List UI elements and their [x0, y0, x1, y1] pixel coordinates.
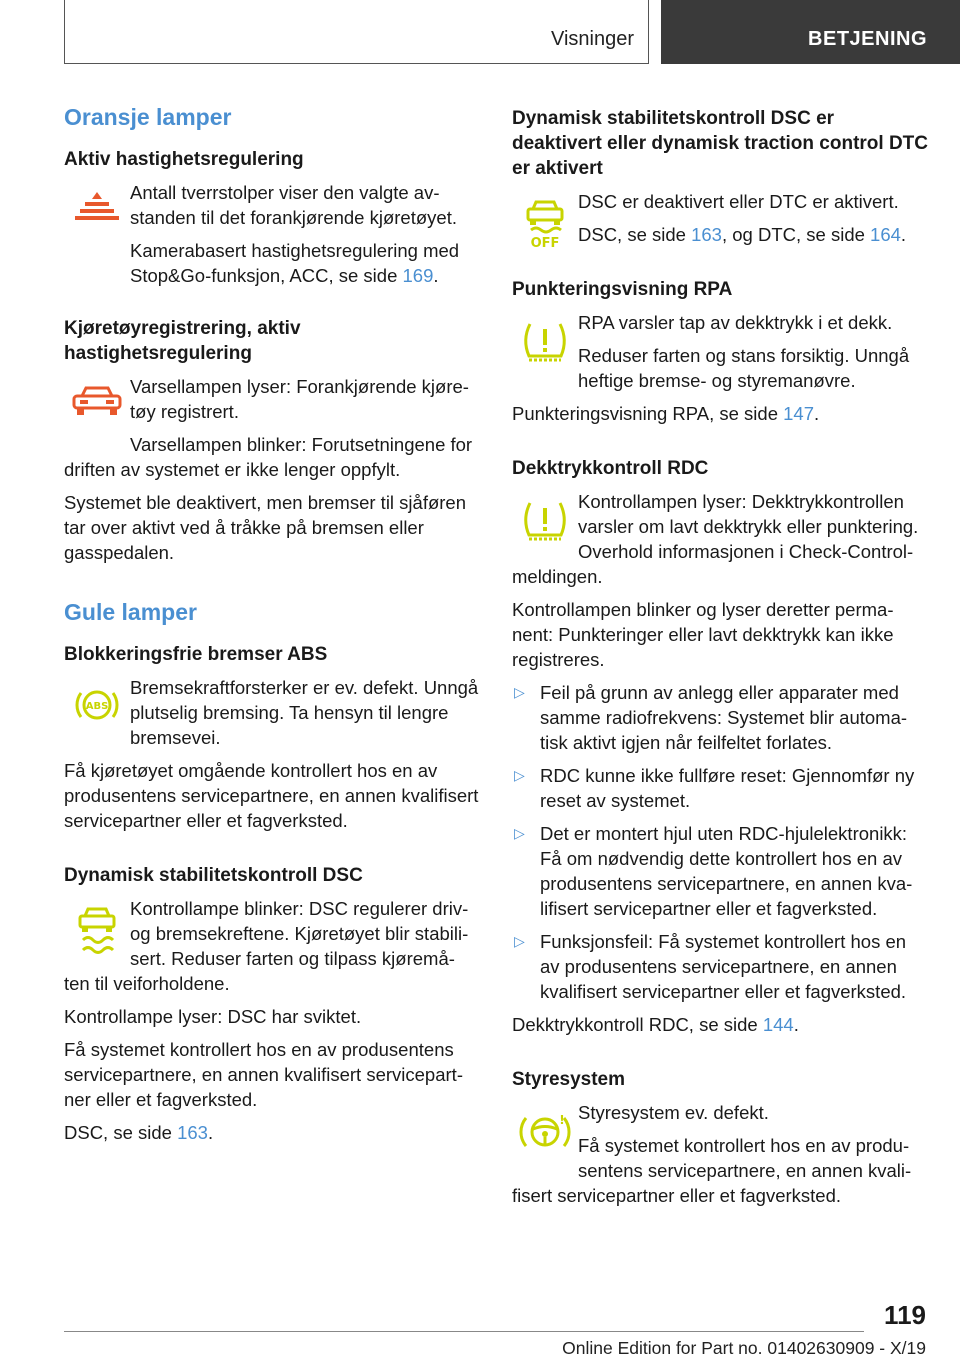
rdc-text-3: Dekktrykkontroll RDC, se side 144.: [512, 1014, 799, 1035]
heading-dsc: Dynamisk stabilitetskontroll DSC: [64, 865, 363, 886]
footer-edition: Online Edition for Part no. 01402630909 - X/19: [562, 1338, 926, 1358]
vehicle-detected-icon: [70, 384, 124, 418]
steer-text-1: Styresystem ev. defekt.: [578, 1102, 769, 1123]
rdc-text-1-part: Kontrollampen lyser: Dekktrykkontrollen varsler om lavt dekktrykk eller punktering. Overhold informasjonen i Check-Control-: [578, 491, 919, 562]
triangle-bullet-icon: ▷: [514, 684, 525, 700]
acc-distance-icon: [71, 190, 123, 222]
rpa-text-2: Reduser farten og stans forsiktig. Unngå heftige bremse- og styremanøvre.: [578, 345, 910, 391]
acc-text-1: Antall tverrstolper viser den valgte avstanden til det forankjørende kjøretøyet.: [130, 182, 457, 228]
rpa-text-3: Punkteringsvisning RPA, se side 147.: [512, 403, 820, 424]
svg-text:OFF: OFF: [530, 236, 560, 249]
rpa-page-link[interactable]: 147: [783, 403, 814, 424]
triangle-bullet-icon: ▷: [514, 933, 525, 949]
footer-divider: [64, 1331, 864, 1332]
acc-text-2a: Kamerabasert hastighetsregulering med Stop&Go-funksjon, ACC, se side 169.: [130, 240, 460, 286]
tire-pressure-icon: [520, 320, 570, 364]
steer-figure: [512, 1100, 928, 1183]
header-chapter-tab: [661, 0, 960, 64]
list-item: ▷ RDC kunne ikke fullføre reset: Gjennomfør ny reset av systemet.: [514, 765, 915, 811]
dsc-page-link[interactable]: 163: [177, 1122, 208, 1143]
header-chapter-title: BETJENING: [808, 28, 927, 50]
dscoff-text-2: DSC, se side 163, og DTC, se side 164.: [578, 224, 907, 245]
dsc-text-4: DSC, se side 163.: [64, 1122, 214, 1143]
abs-text-1: Bremsekraftforsterker er ev. defekt. Unngå plutselig bremsing. Ta hensyn til lengre bremsevei.: [130, 677, 479, 748]
dsc-icon: [75, 906, 119, 956]
dsc-text-1-rest: ten til veiforholdene.: [64, 973, 230, 994]
dsc-text-1-part: Kontrollampe blinker: DSC regulerer driv- og bremsekreftene. Kjøretøyet blir stabilisert. Reduser farten og tilpass kjøremå-: [130, 898, 469, 969]
heading-dsc-off: Dynamisk stabilitetskontroll DSC er deaktivert eller dynamisk traction control DTC er aktivert: [512, 108, 929, 179]
svg-text:!: !: [559, 1113, 565, 1127]
heading-steering: Styresystem: [512, 1069, 626, 1090]
acc-figure: [64, 180, 480, 238]
dsc-off-icon: [523, 199, 567, 249]
svg-text:ABS: ABS: [85, 701, 109, 712]
rdc-bullet-list: [512, 680, 928, 1004]
abs-figure: [64, 675, 480, 758]
dsc-page-link-2[interactable]: 163: [691, 224, 722, 245]
abs-text-2: Få kjøretøyet omgående kontrollert hos en av produsentens servicepartnere, en annen kvalifisert servicepartner eller et fagverksted.: [64, 760, 479, 831]
heading-rdc: Dekktrykkontroll RDC: [512, 458, 709, 479]
header-section-box: [64, 0, 649, 64]
dscoff-text-1: DSC er deaktivert eller DTC er aktivert.: [578, 191, 899, 212]
page-number: 119: [884, 1300, 926, 1330]
rdc-page-link[interactable]: 144: [762, 1014, 794, 1035]
heading-orange-lamps: Oransje lamper: [64, 104, 232, 130]
steer-text-2-rest: fisert servicepartner eller et fagverksted.: [512, 1185, 842, 1206]
left-column: [64, 100, 480, 1153]
dsc-text-2: Kontrollampe lyser: DSC har sviktet.: [64, 1006, 362, 1027]
steering-icon: [519, 1110, 571, 1154]
list-item: ▷ Det er montert hjul uten RDC-hjulelektronikk: Få om nødvendig dette kontrollert hos en av produsentens servicepartnere, en annen kvalifisert servicepartner eller et fagverksted.: [514, 823, 913, 919]
rdc-figure: [512, 489, 928, 564]
dtc-page-link[interactable]: 164: [870, 224, 901, 245]
heading-rpa: Punkteringsvisning RPA: [512, 279, 733, 300]
veh-text-1: Varsellampen lyser: Forankjørende kjøretøy registrert.: [130, 376, 469, 422]
heading-yellow-lamps: Gule lamper: [64, 599, 197, 625]
rpa-text-1: RPA varsler tap av dekktrykk i et dekk.: [578, 312, 893, 333]
dsc-text-3: Få systemet kontrollert hos en av produsentens servicepartnere, en annen kvalifisert servicepartner eller et fagverksted.: [64, 1039, 463, 1110]
triangle-bullet-icon: ▷: [514, 825, 525, 841]
header-section-title: Visninger: [550, 28, 634, 50]
veh-figure: [64, 374, 480, 432]
rdc-text-1-rest: meldingen.: [512, 566, 603, 587]
tire-pressure-icon: [520, 499, 570, 543]
dscoff-figure: [512, 189, 928, 255]
dsc-figure: [64, 896, 480, 971]
list-item: ▷ Feil på grunn av anlegg eller apparater med samme radiofrekvens: Systemet blir automatisk aktivt igjen når feilfeltet forlates.: [514, 682, 908, 753]
rpa-figure: [512, 310, 928, 401]
acc-page-link[interactable]: 169: [402, 265, 434, 286]
steer-text-2-part: Få systemet kontrollert hos en av produsentens servicepartnere, en annen kvali-: [578, 1135, 912, 1181]
heading-vehicle-detection: Kjøretøyregistrering, aktiv hastighetsregulering: [64, 318, 301, 364]
rdc-text-2: Kontrollampen blinker og lyser deretter permanent: Punkteringer eller lavt dekktrykk kan ikke registreres.: [512, 599, 894, 670]
abs-icon: [72, 685, 122, 725]
list-item: ▷ Funksjonsfeil: Få systemet kontrollert hos en av produsentens servicepartnere, en annen kvalifisert servicepartner eller et fagverksted.: [514, 931, 907, 1002]
triangle-bullet-icon: ▷: [514, 767, 525, 783]
heading-acc: Aktiv hastighetsregulering: [64, 149, 304, 170]
heading-abs: Blokkeringsfrie bremser ABS: [64, 644, 328, 665]
veh-text-3: Systemet ble deaktivert, men bremser til sjåføren tar over aktivt ved å tråkke på bremsen eller gasspedalen.: [64, 492, 467, 563]
veh-text-2: Varsellampen blinker: Forutsetningene for driften av systemet er ikke lenger oppfylt.: [64, 434, 473, 480]
right-column: [512, 100, 928, 1216]
